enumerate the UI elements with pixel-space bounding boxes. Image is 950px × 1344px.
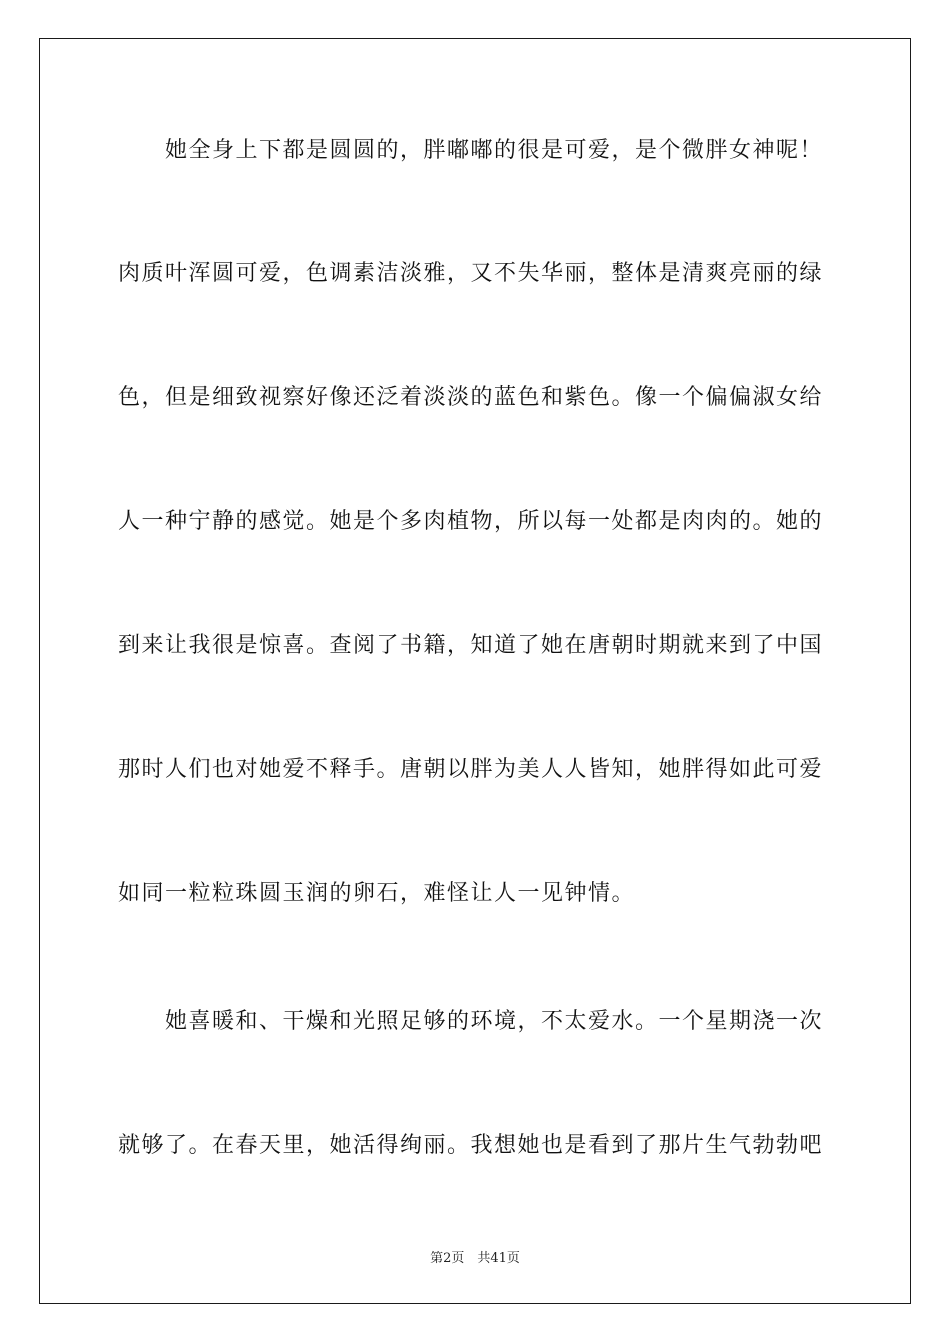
paragraph-2-line-5: 那时人们也对她爱不释手。唐朝以胖为美人人皆知，她胖得如此可爱 — [118, 757, 824, 782]
paragraph-3-line-1: 她喜暖和、干燥和光照足够的环境，不太爱水。一个星期浇一次 — [165, 1009, 824, 1034]
paragraph-2-line-3: 人一种宁静的感觉。她是个多肉植物，所以每一处都是肉肉的。她的 — [118, 509, 824, 534]
paragraph-1-line-1: 她全身上下都是圆圆的，胖嘟嘟的很是可爱，是个微胖女神呢！ — [165, 138, 824, 163]
page-number-footer: 第2页 共41页 — [430, 1251, 520, 1266]
paragraph-2-line-1: 肉质叶浑圆可爱，色调素洁淡雅，又不失华丽，整体是清爽亮丽的绿 — [118, 261, 824, 286]
paragraph-2-line-2: 色，但是细致视察好像还泛着淡淡的蓝色和紫色。像一个偏偏淑女给 — [118, 385, 824, 410]
page-frame — [39, 38, 911, 1304]
paragraph-2-line-4: 到来让我很是惊喜。查阅了书籍，知道了她在唐朝时期就来到了中国 — [118, 633, 824, 658]
paragraph-2-line-6: 如同一粒粒珠圆玉润的卵石，难怪让人一见钟情。 — [118, 881, 636, 906]
paragraph-3-line-2: 就够了。在春天里，她活得绚丽。我想她也是看到了那片生气勃勃吧 — [118, 1133, 824, 1158]
